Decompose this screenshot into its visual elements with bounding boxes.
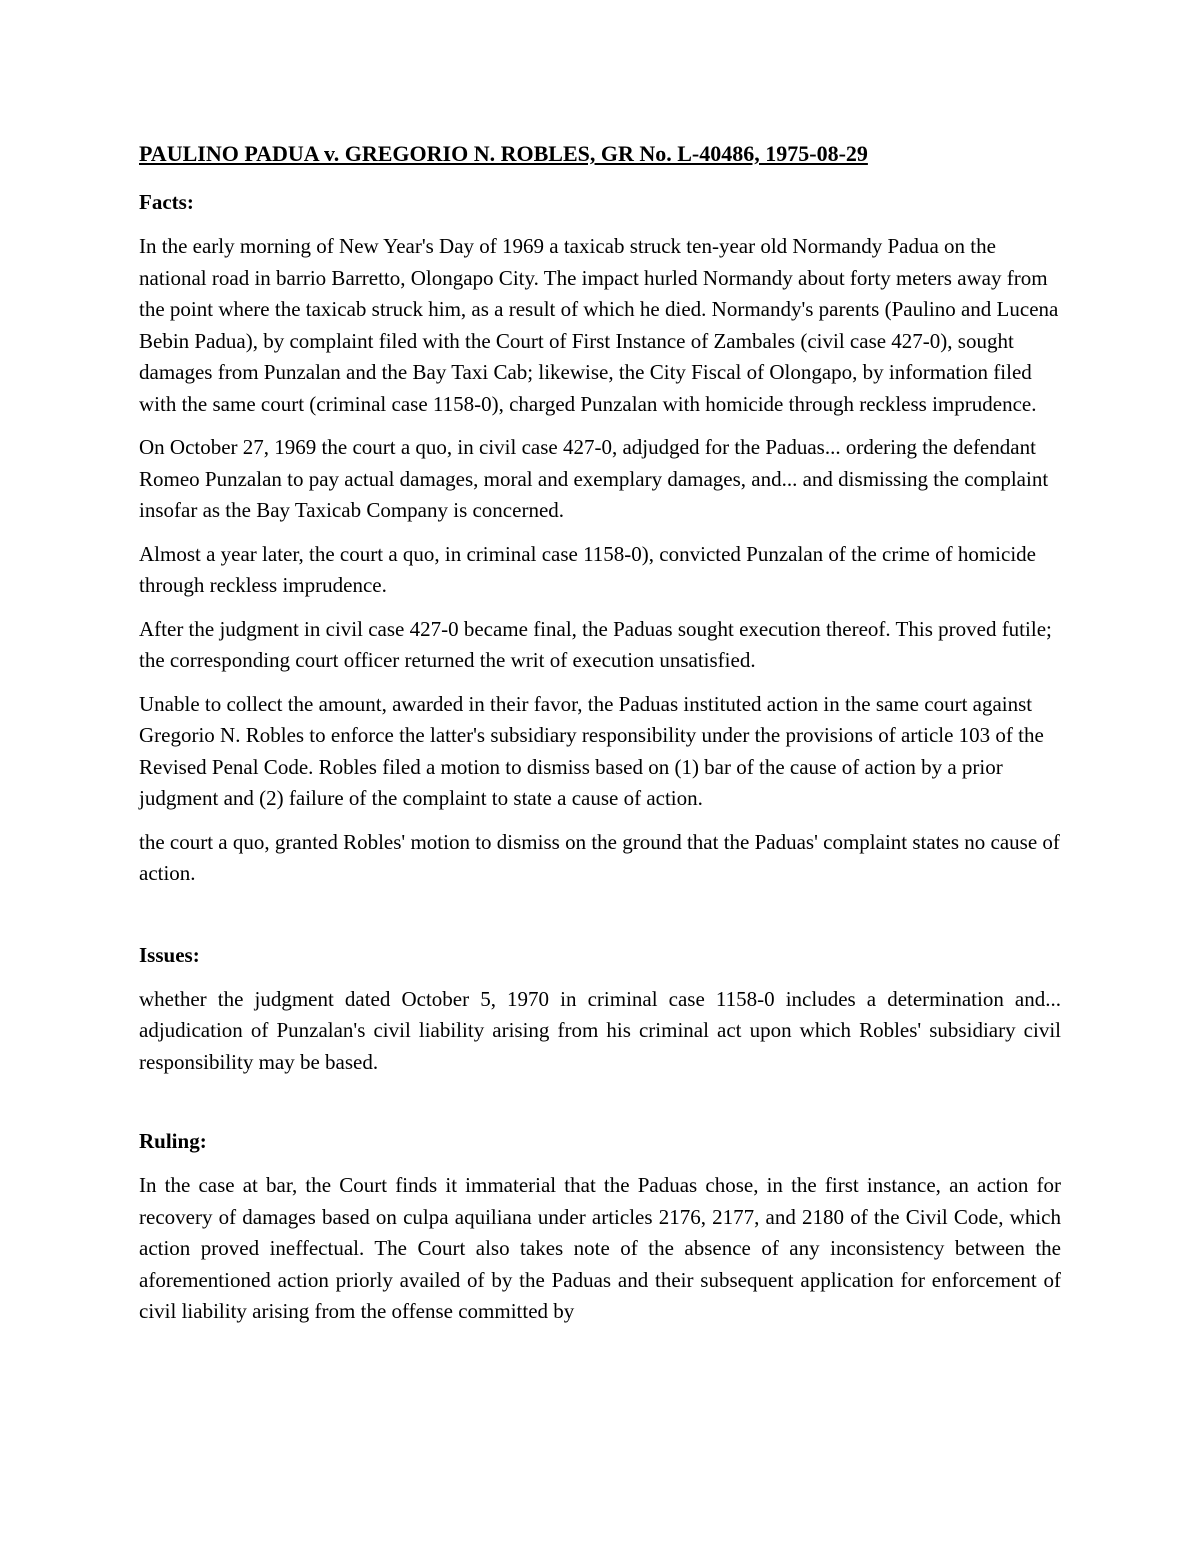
issues-heading: Issues: — [139, 942, 200, 967]
facts-paragraph: Almost a year later, the court a quo, in criminal case 1158-0), convicted Punzalan of the crime of homicide through reckless imprudence. — [139, 541, 1036, 597]
facts-paragraph: After the judgment in civil case 427-0 became final, the Paduas sought execution thereof. This proved futile; the corresponding court officer returned the writ of execution unsatisfied. — [139, 616, 1052, 672]
case-title: PAULINO PADUA v. GREGORIO N. ROBLES, GR No. L-40486, 1975-08-29 — [139, 141, 868, 166]
issues-paragraph: whether the judgment dated October 5, 1970 in criminal case 1158-0 includes a determination and... adjudication of Punzalan's civil liability arising from his criminal act upon which Robles' subsidiary civil responsibility may be based. — [139, 986, 1061, 1074]
facts-heading: Facts: — [139, 190, 194, 214]
section-spacer — [139, 1090, 1061, 1126]
facts-paragraph: In the early morning of New Year's Day of 1969 a taxicab struck ten-year old Normandy Padua on the national road in barrio Barretto, Olongapo City. The impact hurled Normandy about forty meters away from the point where the taxicab struck him, as a result of which he died. Normandy's parents (Paulino and Lucena Bebin Padua), by complaint filed with the Court of First Instance of Zambales (civil case 427-0), sought damages from Punzalan and the Bay Taxi Cab; likewise, the City Fiscal of Olongapo, by information filed with the same court (criminal case 1158-0), charged Punzalan with homicide through reckless imprudence. — [139, 234, 1059, 416]
facts-paragraph: Unable to collect the amount, awarded in their favor, the Paduas instituted action in the same court against Gregorio N. Robles to enforce the latter's subsidiary responsibility under the provisions of article 103 of the Revised Penal Code. Robles filed a motion to dismiss based on (1) bar of the cause of action by a prior judgment and (2) failure of the complaint to state a cause of action. — [139, 691, 1044, 810]
section-spacer — [139, 902, 1061, 940]
facts-paragraph: the court a quo, granted Robles' motion to dismiss on the ground that the Paduas' complaint states no cause of action. — [139, 829, 1060, 885]
document-body — [139, 139, 1061, 1340]
ruling-paragraph: In the case at bar, the Court finds it immaterial that the Paduas chose, in the first instance, an action for recovery of damages based on culpa aquiliana under articles 2176, 2177, and 2180 of the Civil Code, which action proved ineffectual. The Court also takes note of the absence of any inconsistency between the aforementioned action priorly availed of by the Paduas and their subsequent application for enforcement of civil liability arising from the offense committed by — [139, 1173, 1061, 1323]
ruling-heading: Ruling: — [139, 1129, 207, 1153]
facts-paragraph: On October 27, 1969 the court a quo, in civil case 427-0, adjudged for the Paduas... ordering the defendant Romeo Punzalan to pay actual damages, moral and exemplary damages, and... and dismissing the complaint insofar as the Bay Taxicab Company is concerned. — [139, 435, 1049, 522]
